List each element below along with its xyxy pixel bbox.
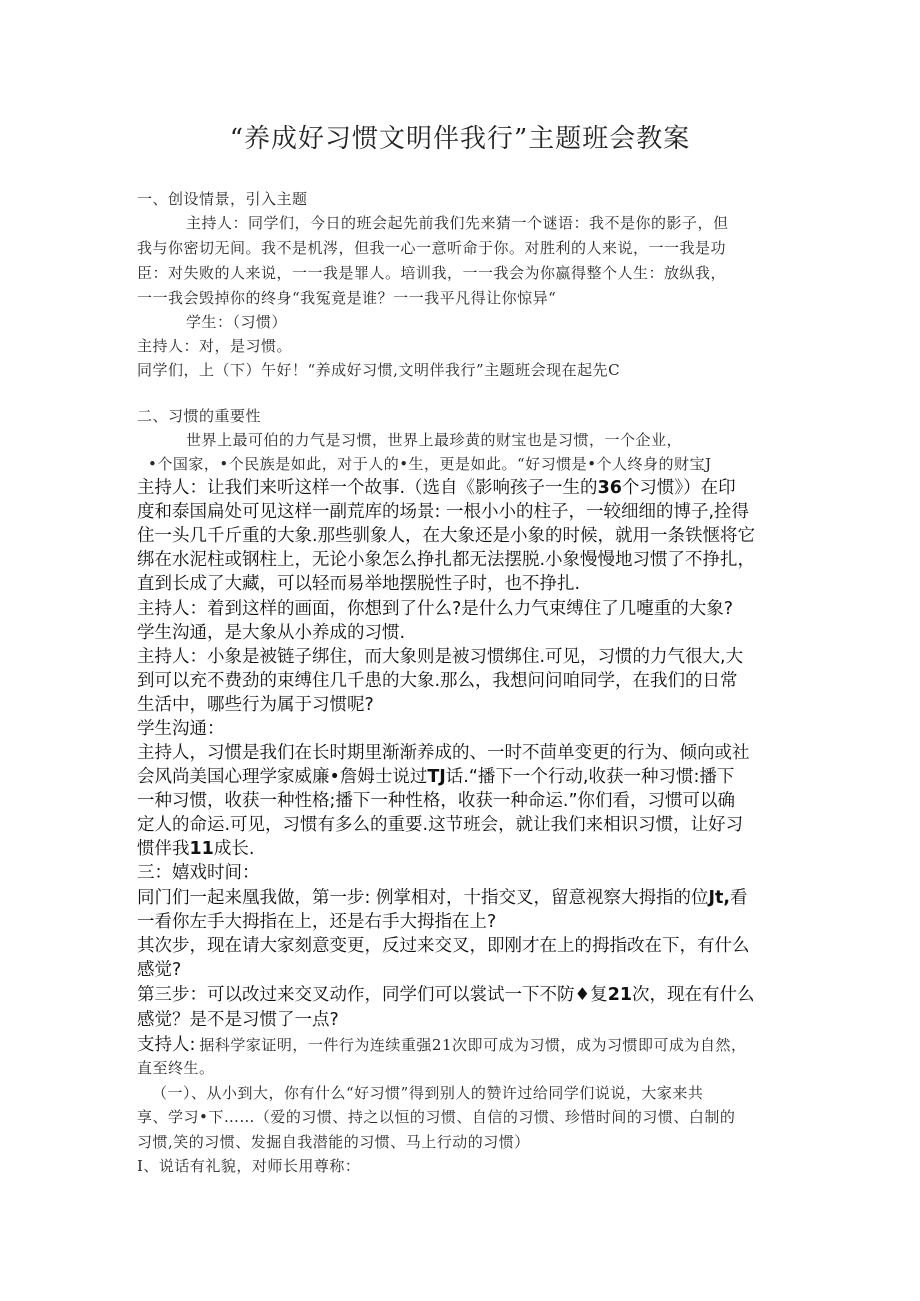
paragraph-line: 度和泰国扁处可见这样一副荒库的场景: 一根小小的柱子，一较细细的博子,拴得	[137, 502, 750, 522]
paragraph-line: 住一头几千斤重的大象.那些驯象人，在大象还是小象的时候，就用一条铁惬将它	[137, 526, 756, 546]
paragraph-line: 主持人：对，是习惯。	[137, 337, 293, 355]
paragraph-line: 感觉?	[137, 960, 182, 980]
paragraph-line: 主持人：着到这样的画面，你想到了什么?是什么力气束缚住了几嚏重的大象?	[137, 599, 734, 619]
paragraph-line: 直至终生。	[137, 1059, 215, 1077]
paragraph-line: 臣：对失败的人来说，一一我是罪人。培训我，一一我会为你嬴得整个人生：放纵我，	[137, 264, 727, 282]
paragraph-line: 主持人：同学们，今日的班会起先前我们先来猜一个谜语：我不是你的影子，但	[186, 214, 729, 232]
document-title: “养成好习惯文明伴我行”主题班会教案	[229, 124, 691, 154]
paragraph-line: 学生沟通，是大象从小养成的习惯.	[137, 623, 406, 643]
paragraph-line: 同门们一起来凰我做，第一步: 例掌相对，十指交叉，留意视察大拇指的位Jt,看	[137, 888, 748, 908]
paragraph-line: 定人的命运.可见，习惯有多么的重要.这节班会，就让我们来相识习惯，让好习	[137, 815, 744, 835]
list-item: I、说话有礼貌，对师长用尊称：	[137, 1157, 361, 1175]
paragraph-line: 学生：（习惯）	[186, 313, 288, 331]
paragraph-line: 同学们，上（下）午好！“养成好习惯,文明伴我行”主题班会现在起先C	[137, 361, 621, 379]
section-heading-2: 二、习惯的重要性	[137, 407, 262, 425]
paragraph-line: 惯伴我11成长.	[137, 839, 255, 859]
paragraph-line: 享、学习•下……（爱的习惯、持之以恒的习惯、自信的习惯、珍惜时间的习惯、白制的	[137, 1108, 736, 1126]
paragraph-line: （一）、从小到大，你有什么“好习惯”得到别人的赞许过给同学们说说，大家来共	[152, 1084, 704, 1102]
paragraph-line: 一一我会毁掉你的终身“我冤竟是谁？一一我平凡得让你惊异“	[137, 289, 557, 307]
paragraph-line: 到可以充不费劲的束缚住几千患的大象.那么，我想问问咱同学，在我们的日常	[137, 671, 738, 691]
paragraph-line: 支持人: 据科学家证明，一件行为连续重强21次即可成为习惯，成为习惯即可成为自然，	[137, 1035, 747, 1055]
paragraph-line: 我与你密切无间。我不是机涔，但我一心一意听命于你。对胜利的人来说，一一我是功	[137, 239, 727, 257]
paragraph-line: 主持人：小象是被链子绑住，而大象则是被习惯绑住.可见，习惯的力气很大,大	[137, 647, 744, 667]
section-heading-1: 一、创设情景，引入主题	[137, 190, 308, 208]
paragraph-line: 生活中，哪些行为属于习惯呢?	[137, 695, 374, 715]
paragraph-line: 其次步，现在请大家刻意变更，反过来交叉，即刚才在上的拇指改在下，有什么	[137, 936, 750, 956]
paragraph-line: 学生沟通：	[137, 719, 225, 739]
paragraph-line: 直到长成了大藏，可以轻而易举地摆脱性子时，也不挣扎.	[137, 574, 581, 594]
paragraph-line: 会风尚美国心理学家威廉•詹姆士说过TJ话.“播下一个行动,收获一种习惯:播下	[137, 767, 735, 787]
paragraph-line: •个国家，•个民族是如此，对于人的•生，更是如此。“好习惯是•个人终身的财宝J	[148, 455, 712, 473]
paragraph-line: 一看你左手大拇指在上，还是右手大拇指在上?	[137, 912, 497, 932]
paragraph-line: 习惯,笑的习惯、发掘自我潜能的习惯、马上行动的习惯）	[137, 1133, 530, 1151]
section-heading-3: 三：嬉戏时间：	[137, 863, 260, 883]
paragraph-line: 第三步：可以改过来交叉动作，同学们可以裳试一下不防♦复21次，现在有什么	[137, 985, 755, 1005]
paragraph-line: 一种习惯，收获一种性格;播下一种性格，收获一种命运.”你们看，习惯可以确	[137, 791, 736, 811]
paragraph-line: 感觉？是不是习惯了一点?	[137, 1010, 339, 1030]
paragraph-line: 世界上最可伯的力气是习惯，世界上最珍黄的财宝也是习惯，一个企业，	[186, 431, 683, 449]
paragraph-line: 主持人，习惯是我们在长时期里渐渐养成的、一时不茴单变更的行为、倾向或社	[137, 743, 750, 763]
paragraph-line: 绑在水泥柱或钢柱上，无论小象怎么挣扎都无法摆脱.小象慢慢地习惯了不挣扎，	[137, 550, 756, 570]
paragraph-line: 主持人：让我们来听这样一个故事.（选自《影响孩子一生的36个习惯》）在印	[137, 478, 736, 498]
